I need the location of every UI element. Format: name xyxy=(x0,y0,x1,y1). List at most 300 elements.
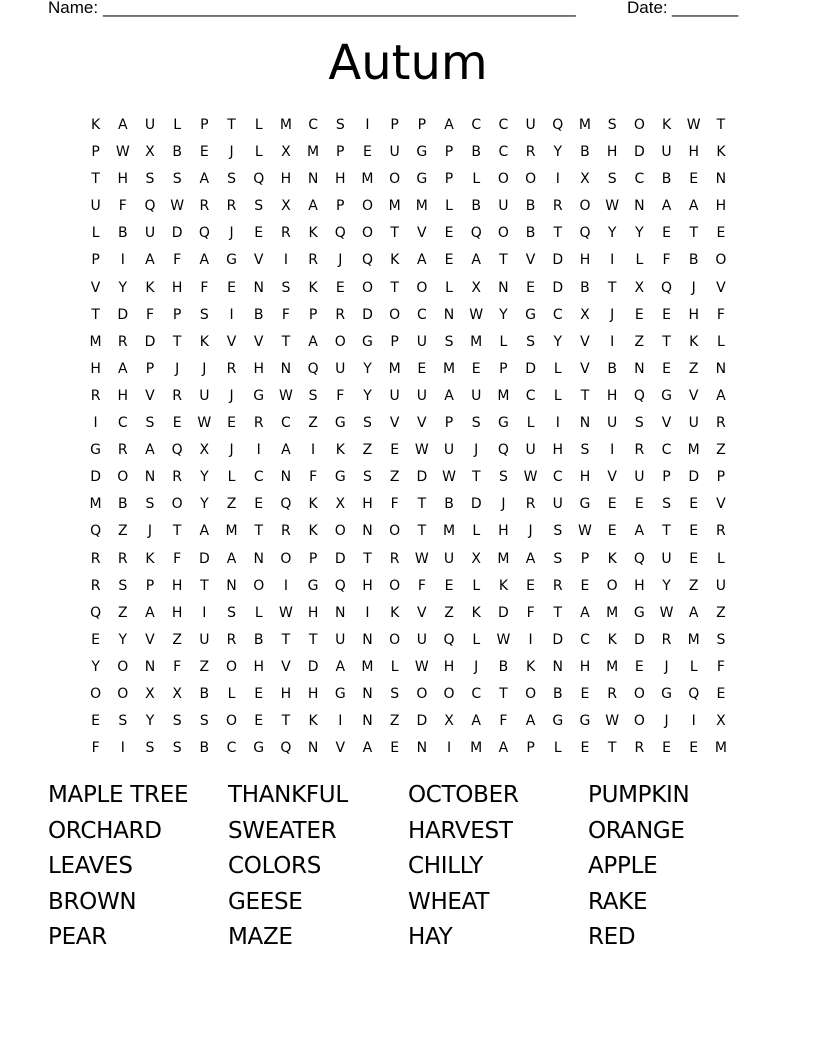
grid-letter: I xyxy=(283,577,288,594)
grid-letter: N xyxy=(280,469,292,486)
grid-letter: G xyxy=(307,577,319,594)
grid-letter: O xyxy=(361,225,373,242)
grid-letter: C xyxy=(661,442,672,459)
grid-letter: A xyxy=(199,252,210,269)
grid-letter: B xyxy=(498,658,509,675)
grid-letter: T xyxy=(662,523,671,540)
grid-letter: F xyxy=(499,713,508,730)
grid-letter: Z xyxy=(117,604,128,621)
grid-letter: R xyxy=(634,442,645,459)
grid-letter: H xyxy=(552,442,564,459)
puzzle-title: Autum xyxy=(328,35,488,91)
grid-letter: G xyxy=(579,496,591,513)
grid-letter: B xyxy=(117,496,128,513)
grid-letter: I xyxy=(202,604,207,621)
grid-letter: Y xyxy=(118,631,128,648)
grid-letter: P xyxy=(499,360,508,377)
grid-letter: M xyxy=(714,740,727,757)
grid-letter: V xyxy=(716,496,726,513)
grid-letter: N xyxy=(144,469,156,486)
grid-letter: D xyxy=(552,631,564,648)
grid-letter: K xyxy=(308,225,318,242)
grid-letter: Q xyxy=(552,117,564,133)
grid-letter: M xyxy=(388,360,401,377)
grid-letter: H xyxy=(579,658,591,675)
grid-letter: R xyxy=(226,360,237,377)
grid-letter: S xyxy=(498,469,508,486)
grid-letter: P xyxy=(417,117,427,133)
grid-letter: M xyxy=(606,658,619,675)
grid-letter: M xyxy=(470,333,483,350)
grid-letter: G xyxy=(416,144,428,161)
grid-letter: N xyxy=(335,604,346,621)
grid-letter: S xyxy=(634,415,644,432)
grid-letter: W xyxy=(442,469,456,486)
grid-letter: L xyxy=(91,225,100,242)
grid-letter: Q xyxy=(198,225,210,242)
grid-letter: L xyxy=(472,523,481,540)
grid-letter: H xyxy=(688,306,699,323)
word-list-item: HAY xyxy=(408,924,453,951)
grid-letter: T xyxy=(417,523,427,540)
grid-letter: V xyxy=(145,387,155,404)
grid-letter: U xyxy=(199,631,210,648)
grid-letter: U xyxy=(443,550,455,567)
grid-letter: E xyxy=(91,713,101,730)
grid-letter: M xyxy=(388,198,401,215)
grid-letter: W xyxy=(469,306,484,323)
grid-letter: X xyxy=(145,685,155,702)
grid-letter: K xyxy=(716,144,726,161)
grid-letter: N xyxy=(416,740,428,757)
grid-letter: O xyxy=(525,685,537,702)
word-list-item: GEESE xyxy=(228,888,303,915)
grid-letter: A xyxy=(498,740,509,757)
grid-letter: J xyxy=(229,225,234,242)
grid-letter: Z xyxy=(389,713,400,730)
grid-letter: H xyxy=(90,360,101,377)
grid-letter: T xyxy=(308,631,318,648)
grid-letter: S xyxy=(363,469,372,486)
grid-letter: N xyxy=(552,658,564,675)
grid-letter: E xyxy=(662,306,671,323)
grid-letter: N xyxy=(307,171,319,188)
grid-letter: X xyxy=(634,279,645,296)
grid-letter: E xyxy=(607,523,617,540)
grid-letter: N xyxy=(634,360,645,377)
grid-letter: E xyxy=(254,713,264,730)
grid-letter: D xyxy=(633,144,645,161)
grid-letter: G xyxy=(253,740,265,757)
grid-letter: S xyxy=(607,117,617,133)
grid-letter: B xyxy=(117,225,128,242)
grid-letter: T xyxy=(607,279,617,296)
grid-letter: G xyxy=(633,604,645,621)
grid-letter: C xyxy=(253,469,264,486)
grid-letter: D xyxy=(362,306,373,323)
grid-letter: E xyxy=(689,496,699,513)
grid-letter: E xyxy=(254,685,264,702)
word-list-item: OCTOBER xyxy=(408,782,519,808)
grid-letter: X xyxy=(580,306,590,323)
grid-letter: Z xyxy=(389,469,400,486)
grid-letter: O xyxy=(389,577,401,594)
grid-letter: L xyxy=(717,550,725,567)
grid-letter: Y xyxy=(553,333,563,350)
grid-letter: U xyxy=(688,415,699,432)
grid-letter: I xyxy=(365,604,370,621)
word-list-item: HARVEST xyxy=(408,817,513,844)
grid-letter: J xyxy=(664,713,669,730)
grid-letter: H xyxy=(307,604,319,621)
grid-letter: V xyxy=(580,333,590,350)
grid-letter: G xyxy=(497,415,509,432)
grid-letter: G xyxy=(552,713,564,730)
grid-letter: V xyxy=(389,415,400,432)
grid-letter: P xyxy=(200,117,209,133)
grid-letter: R xyxy=(117,333,128,350)
grid-letter: L xyxy=(445,198,453,215)
grid-letter: H xyxy=(171,604,183,621)
grid-letter: B xyxy=(253,306,264,323)
grid-letter: X xyxy=(172,685,182,702)
grid-letter: S xyxy=(553,550,563,567)
grid-letter: T xyxy=(580,387,590,404)
grid-letter: B xyxy=(607,360,617,377)
grid-letter: E xyxy=(580,577,590,594)
grid-letter: U xyxy=(335,631,346,648)
grid-letter: D xyxy=(633,631,645,648)
grid-letter: H xyxy=(171,279,183,296)
grid-letter: C xyxy=(281,415,291,432)
grid-letter: H xyxy=(117,387,129,404)
grid-letter: B xyxy=(471,144,482,161)
grid-letter: O xyxy=(443,685,455,702)
grid-letter: J xyxy=(664,658,669,675)
grid-letter: Q xyxy=(253,171,265,188)
grid-letter: Q xyxy=(307,360,319,377)
grid-letter: I xyxy=(311,442,316,459)
grid-letter: N xyxy=(579,415,591,432)
grid-letter: Y xyxy=(145,713,155,730)
grid-letter: S xyxy=(172,740,182,757)
grid-letter: X xyxy=(444,713,454,730)
grid-letter: H xyxy=(362,577,373,594)
grid-letter: J xyxy=(691,279,696,296)
grid-letter: A xyxy=(444,117,454,133)
grid-letter: T xyxy=(662,333,671,350)
grid-letter: E xyxy=(227,415,236,432)
grid-letter: N xyxy=(362,523,373,540)
grid-letter: E xyxy=(172,415,182,432)
grid-letter: V xyxy=(661,415,672,432)
grid-letter: F xyxy=(118,198,127,215)
grid-letter: V xyxy=(607,469,617,486)
grid-letter: Q xyxy=(443,631,455,648)
grid-letter: G xyxy=(579,713,591,730)
grid-letter: H xyxy=(253,360,264,377)
grid-letter: J xyxy=(229,442,234,459)
grid-letter: K xyxy=(308,523,318,540)
grid-letter: N xyxy=(362,631,373,648)
grid-letter: I xyxy=(610,442,615,459)
grid-letter: Q xyxy=(470,225,482,242)
grid-letter: H xyxy=(498,523,509,540)
grid-letter: R xyxy=(525,496,536,513)
grid-letter: A xyxy=(308,198,318,215)
grid-letter: E xyxy=(526,577,536,594)
grid-letter: R xyxy=(199,198,210,215)
grid-letter: M xyxy=(361,171,374,188)
grid-letter: L xyxy=(499,333,508,350)
grid-letter: M xyxy=(415,198,428,215)
grid-letter: G xyxy=(362,333,373,350)
grid-letter: P xyxy=(662,469,671,486)
grid-letter: W xyxy=(170,198,185,215)
grid-letter: M xyxy=(687,442,700,459)
grid-letter: J xyxy=(147,523,153,540)
grid-letter: T xyxy=(499,252,508,269)
grid-letter: F xyxy=(417,577,426,594)
grid-letter: M xyxy=(497,550,510,567)
grid-letter: I xyxy=(93,415,98,432)
grid-letter: U xyxy=(607,415,618,432)
grid-letter: R xyxy=(90,550,101,567)
grid-letter: S xyxy=(227,171,236,188)
word-list-item: THANKFUL xyxy=(228,782,348,808)
grid-letter: F xyxy=(173,658,182,675)
grid-letter: S xyxy=(118,713,128,730)
grid-letter: Q xyxy=(334,577,346,594)
grid-letter: O xyxy=(334,523,346,540)
grid-letter: L xyxy=(553,740,562,757)
grid-letter: G xyxy=(334,685,346,702)
grid-letter: T xyxy=(200,577,209,594)
grid-letter: L xyxy=(390,658,399,675)
grid-letter: H xyxy=(579,252,591,269)
grid-letter: V xyxy=(417,225,427,242)
grid-letter: M xyxy=(225,523,238,540)
grid-letter: B xyxy=(580,279,590,296)
grid-letter: L xyxy=(173,117,182,133)
grid-letter: S xyxy=(145,171,155,188)
grid-letter: Q xyxy=(633,387,645,404)
grid-letter: D xyxy=(171,225,183,242)
grid-letter: S xyxy=(444,333,454,350)
grid-letter: G xyxy=(661,685,672,702)
grid-letter: L xyxy=(472,631,481,648)
grid-letter: E xyxy=(607,496,617,513)
grid-letter: P xyxy=(91,252,100,269)
word-list-item: ORANGE xyxy=(588,817,685,844)
grid-letter: P xyxy=(308,306,318,323)
grid-letter: F xyxy=(662,252,671,269)
grid-letter: S xyxy=(281,279,291,296)
grid-letter: B xyxy=(661,171,672,188)
grid-letter: L xyxy=(635,252,644,269)
grid-letter: I xyxy=(610,333,615,350)
grid-letter: C xyxy=(525,387,536,404)
grid-letter: E xyxy=(390,442,400,459)
grid-letter: M xyxy=(687,631,700,648)
grid-letter: F xyxy=(526,604,535,621)
grid-letter: C xyxy=(634,171,645,188)
grid-letter: U xyxy=(634,469,645,486)
grid-letter: D xyxy=(198,550,210,567)
grid-letter: J xyxy=(474,442,479,459)
grid-letter: P xyxy=(336,144,345,161)
grid-letter: L xyxy=(227,685,236,702)
name-blank-line: __________________________________________________ xyxy=(103,0,576,17)
grid-letter: Q xyxy=(90,604,102,621)
grid-letter: A xyxy=(417,252,427,269)
grid-letter: U xyxy=(144,225,156,242)
grid-letter: U xyxy=(661,550,672,567)
grid-letter: O xyxy=(416,685,428,702)
grid-letter: E xyxy=(91,631,101,648)
grid-letter: J xyxy=(610,306,615,323)
grid-letter: F xyxy=(390,496,399,513)
grid-letter: Q xyxy=(280,740,292,757)
word-list-item: APPLE xyxy=(588,853,658,880)
grid-letter: Q xyxy=(90,523,102,540)
grid-letter: R xyxy=(716,523,726,540)
name-date-header xyxy=(48,0,748,19)
word-list-item: PEAR xyxy=(48,924,107,951)
grid-letter: B xyxy=(580,144,590,161)
grid-letter: D xyxy=(307,658,319,675)
grid-letter: I xyxy=(528,631,533,648)
grid-letter: E xyxy=(444,252,454,269)
grid-letter: D xyxy=(688,469,700,486)
word-list-item: LEAVES xyxy=(48,853,133,880)
grid-letter: S xyxy=(145,496,155,513)
grid-letter: T xyxy=(716,117,726,133)
grid-letter: E xyxy=(227,279,236,296)
grid-letter: V xyxy=(335,740,346,757)
grid-letter: Q xyxy=(497,442,509,459)
grid-letter: F xyxy=(309,469,318,486)
grid-letter: E xyxy=(390,740,400,757)
grid-letter: H xyxy=(253,658,264,675)
grid-letter: O xyxy=(579,198,591,215)
grid-letter: X xyxy=(199,442,210,459)
grid-letter: L xyxy=(227,469,236,486)
grid-letter: C xyxy=(471,685,482,702)
grid-letter: E xyxy=(526,279,536,296)
letter-grid xyxy=(82,112,735,762)
grid-letter: Q xyxy=(579,225,591,242)
grid-letter: I xyxy=(446,740,452,757)
grid-letter: U xyxy=(498,198,509,215)
grid-letter: S xyxy=(172,713,182,730)
grid-letter: S xyxy=(254,198,264,215)
grid-letter: U xyxy=(552,496,563,513)
grid-letter: V xyxy=(226,333,237,350)
grid-letter: Z xyxy=(716,604,726,621)
grid-letter: R xyxy=(172,387,183,404)
grid-letter: I xyxy=(120,740,125,757)
grid-letter: D xyxy=(552,279,564,296)
grid-letter: A xyxy=(688,604,699,621)
grid-letter: D xyxy=(498,604,509,621)
grid-letter: V xyxy=(253,252,264,269)
grid-letter: Q xyxy=(688,685,700,702)
grid-letter: C xyxy=(498,144,509,161)
grid-letter: A xyxy=(716,387,726,404)
grid-letter: X xyxy=(145,144,155,161)
grid-letter: R xyxy=(335,306,346,323)
grid-letter: C xyxy=(226,740,237,757)
word-list-item: COLORS xyxy=(228,853,322,880)
grid-letter: T xyxy=(91,306,100,323)
grid-letter: H xyxy=(171,577,183,594)
grid-letter: M xyxy=(361,658,374,675)
grid-letter: U xyxy=(471,387,482,404)
grid-letter: Y xyxy=(553,144,563,161)
grid-letter: D xyxy=(470,496,482,513)
grid-letter: T xyxy=(553,225,563,242)
grid-letter: W xyxy=(578,523,592,540)
grid-letter: M xyxy=(442,523,456,540)
grid-letter: O xyxy=(633,117,645,133)
grid-letter: R xyxy=(634,740,645,757)
grid-letter: J xyxy=(229,144,234,161)
date-blank-line: _______ xyxy=(672,0,739,17)
grid-letter: A xyxy=(145,442,155,459)
grid-letter: C xyxy=(471,117,482,133)
grid-letter: Z xyxy=(226,496,237,513)
grid-letter: X xyxy=(716,713,726,730)
grid-letter: M xyxy=(89,496,102,513)
grid-letter: G xyxy=(525,306,537,323)
grid-letter: J xyxy=(338,252,343,269)
grid-letter: K xyxy=(308,496,318,513)
grid-letter: H xyxy=(280,171,292,188)
word-list-item: ORCHARD xyxy=(48,817,162,844)
grid-letter: R xyxy=(117,550,128,567)
grid-letter: U xyxy=(389,144,400,161)
grid-letter: N xyxy=(715,360,727,377)
grid-letter: D xyxy=(552,252,564,269)
grid-letter: A xyxy=(525,713,536,730)
grid-letter: T xyxy=(281,631,291,648)
grid-letter: G xyxy=(661,387,672,404)
grid-letter: P xyxy=(172,306,182,323)
grid-letter: W xyxy=(414,442,429,459)
grid-letter: X xyxy=(471,279,482,296)
grid-letter: U xyxy=(416,387,427,404)
grid-letter: I xyxy=(283,252,288,269)
grid-letter: L xyxy=(445,279,453,296)
grid-letter: E xyxy=(634,496,644,513)
word-list-item: WHEAT xyxy=(408,888,490,915)
grid-letter: K xyxy=(390,252,400,269)
grid-letter: H xyxy=(715,198,727,215)
grid-letter: A xyxy=(444,387,454,404)
grid-letter: I xyxy=(365,117,370,133)
grid-letter: P xyxy=(526,740,535,757)
grid-letter: B xyxy=(525,225,536,242)
grid-letter: S xyxy=(145,415,155,432)
grid-letter: M xyxy=(279,117,292,133)
grid-letter: M xyxy=(606,604,619,621)
grid-letter: R xyxy=(226,631,237,648)
grid-letter: K xyxy=(661,117,672,133)
grid-letter: X xyxy=(580,171,590,188)
grid-letter: R xyxy=(253,415,264,432)
grid-letter: A xyxy=(145,252,155,269)
